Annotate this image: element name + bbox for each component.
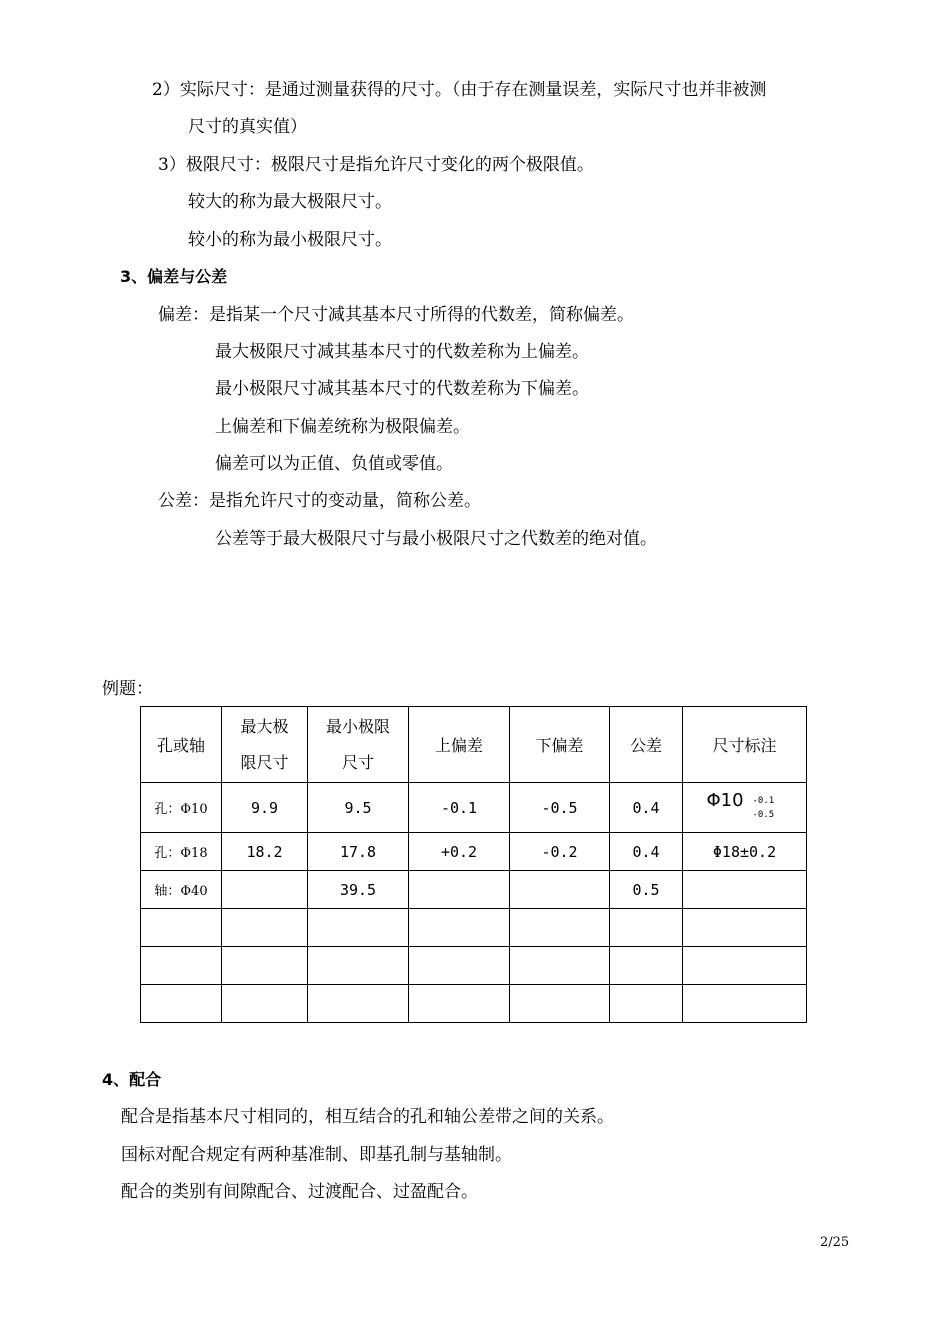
text-line: 公差：是指允许尺寸的变动量，简称公差。 [158, 491, 481, 511]
text-line: 国标对配合规定有两种基准制、即基孔制与基轴制。 [121, 1145, 512, 1165]
text-line: 较大的称为最大极限尺寸。 [188, 192, 392, 212]
header-line: 尺寸 [341, 752, 374, 772]
text-line: 上偏差和下偏差统称为极限偏差。 [215, 417, 470, 437]
mark-upper: -0.1 [752, 795, 775, 806]
table-row-empty [141, 947, 807, 985]
empty-cell [610, 947, 683, 985]
header-cell [308, 707, 409, 783]
header-line: 最小极限 [325, 716, 390, 736]
table-header-row [141, 707, 807, 783]
empty-cell [222, 947, 308, 985]
text-line: 尺寸的真实值） [188, 117, 307, 137]
empty-cell [222, 909, 308, 947]
part-cell: 轴：Φ40 [141, 871, 222, 909]
min-cell: 17.8 [308, 833, 409, 871]
empty-cell [141, 909, 222, 947]
tolerance-cell: 0.5 [610, 871, 683, 909]
header-cell: 公差 [610, 707, 683, 783]
part-cell: 孔：Φ10 [141, 783, 222, 833]
lower-cell [510, 871, 610, 909]
header-cell: 上偏差 [409, 707, 510, 783]
empty-cell [308, 985, 409, 1023]
text-line: 公差等于最大极限尺寸与最小极限尺寸之代数差的绝对值。 [215, 529, 657, 549]
empty-cell [610, 985, 683, 1023]
header-cell: 尺寸标注 [683, 707, 807, 783]
text-line: 偏差可以为正值、负值或零值。 [215, 454, 453, 474]
mark-lower: -0.5 [752, 809, 775, 820]
empty-cell [308, 909, 409, 947]
table-row [141, 833, 807, 871]
header-cell: 孔或轴 [141, 707, 222, 783]
empty-cell [510, 985, 610, 1023]
text-line: 最小极限尺寸减其基本尺寸的代数差称为下偏差。 [215, 379, 589, 399]
table-row-empty [141, 909, 807, 947]
header-cell [222, 707, 308, 783]
lower-cell: -0.5 [510, 783, 610, 833]
mark-base: Φ10 [706, 789, 744, 811]
max-cell: 9.9 [222, 783, 308, 833]
empty-cell [683, 909, 807, 947]
table-row-empty [141, 985, 807, 1023]
lower-cell: -0.2 [510, 833, 610, 871]
section-heading: 4、配合 [102, 1070, 162, 1089]
text-line: 最大极限尺寸减其基本尺寸的代数差称为上偏差。 [215, 342, 589, 362]
text-line: 2）实际尺寸：是通过测量获得的尺寸。（由于存在测量误差，实际尺寸也并非被测 [152, 80, 767, 100]
text-line: 偏差：是指某一个尺寸减其基本尺寸所得的代数差，简称偏差。 [158, 305, 634, 325]
table-row [141, 783, 807, 833]
empty-cell [141, 985, 222, 1023]
min-cell: 9.5 [308, 783, 409, 833]
upper-cell: -0.1 [409, 783, 510, 833]
empty-cell [510, 909, 610, 947]
text-line: 配合是指基本尺寸相同的，相互结合的孔和轴公差带之间的关系。 [121, 1107, 614, 1127]
example-label: 例题： [102, 679, 153, 699]
dimension-mark-cell [683, 783, 807, 833]
empty-cell [409, 909, 510, 947]
header-cell: 下偏差 [510, 707, 610, 783]
text-line: 较小的称为最小极限尺寸。 [188, 230, 392, 250]
page-number: 2/25 [820, 1235, 850, 1250]
text-line: 配合的类别有间隙配合、过渡配合、过盈配合。 [121, 1182, 478, 1202]
max-cell: 18.2 [222, 833, 308, 871]
empty-cell [308, 947, 409, 985]
text-line: 3）极限尺寸：极限尺寸是指允许尺寸变化的两个极限值。 [158, 155, 594, 175]
tolerance-cell: 0.4 [610, 783, 683, 833]
part-cell: 孔：Φ18 [141, 833, 222, 871]
empty-cell [610, 909, 683, 947]
empty-cell [409, 947, 510, 985]
header-line: 最大极 [240, 716, 289, 736]
empty-cell [141, 947, 222, 985]
empty-cell [409, 985, 510, 1023]
min-cell: 39.5 [308, 871, 409, 909]
dimension-mark-cell: Φ18±0.2 [683, 833, 807, 871]
tolerance-cell: 0.4 [610, 833, 683, 871]
example-table [140, 706, 807, 1023]
section-heading: 3、偏差与公差 [120, 267, 228, 286]
dimension-mark-cell [683, 871, 807, 909]
upper-cell: +0.2 [409, 833, 510, 871]
max-cell [222, 871, 308, 909]
upper-cell [409, 871, 510, 909]
empty-cell [510, 947, 610, 985]
empty-cell [683, 947, 807, 985]
table-row [141, 871, 807, 909]
empty-cell [222, 985, 308, 1023]
header-line: 限尺寸 [240, 752, 289, 772]
empty-cell [683, 985, 807, 1023]
tolerance-annotation [705, 788, 785, 824]
